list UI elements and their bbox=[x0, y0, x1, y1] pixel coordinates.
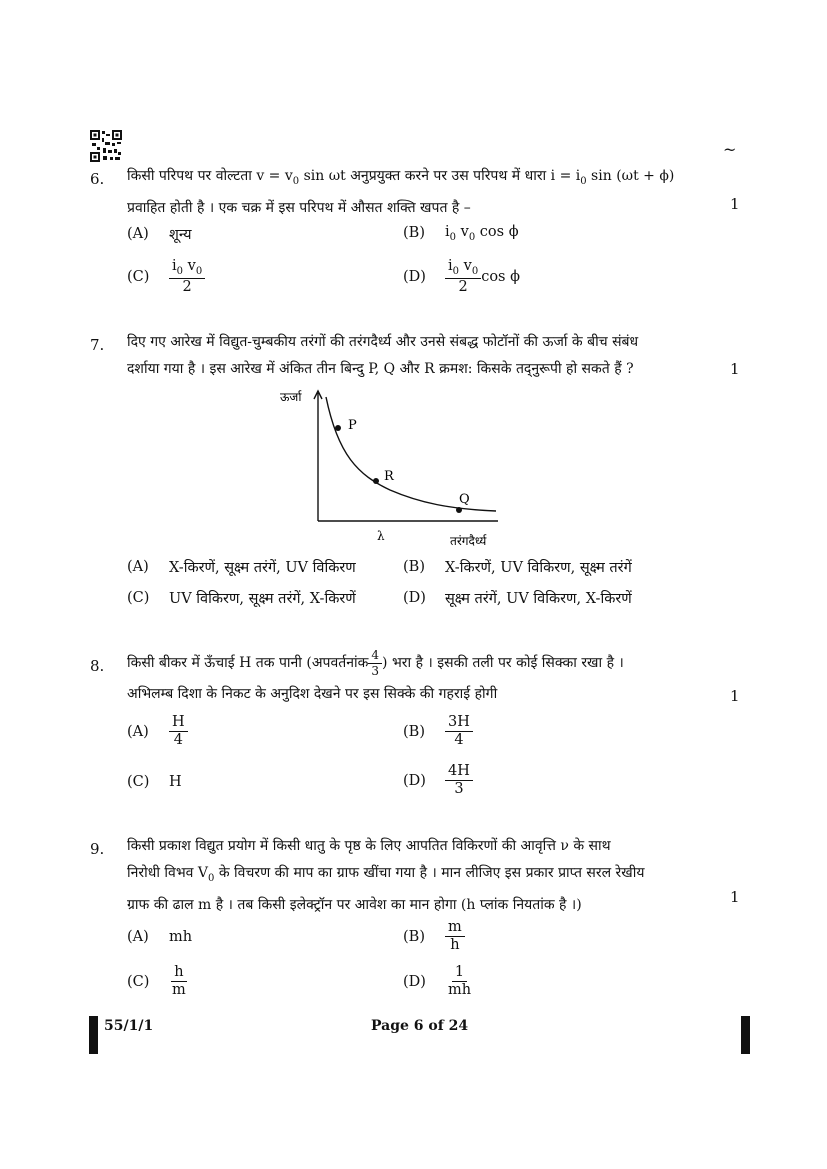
footer-left-bar bbox=[89, 1016, 98, 1054]
q8-option-a-fraction: $\frac{H}{4}$ bbox=[169, 715, 188, 748]
question-9-text bbox=[127, 833, 704, 919]
q9-option-b: (B) $\frac{m}{h}$ bbox=[403, 920, 465, 953]
q9-option-b-fraction: $\frac{m}{h}$ bbox=[445, 920, 465, 953]
question-9-line-2: निरोधी विभव $V_0$ के विचरण की माप का ग्राफ खींचा गया है । मान लीजिए इस प्रकार प्राप्त सरल रेखीय bbox=[127, 865, 645, 884]
lambda-symbol: λ bbox=[377, 529, 385, 543]
q6-option-a: (A) शून्य bbox=[127, 226, 192, 243]
question-9-marks: 1 bbox=[730, 888, 740, 906]
question-6-text bbox=[127, 163, 727, 222]
question-6-line-2: प्रवाहित होती है । एक चक्र में इस परिपथ में औसत शक्ति खपत है – bbox=[127, 199, 471, 216]
y-axis-label: ऊर्जा bbox=[280, 390, 302, 404]
point-r bbox=[373, 478, 379, 484]
header-tilde: ~ bbox=[723, 140, 737, 159]
question-7-marks: 1 bbox=[730, 360, 740, 378]
question-8-line-2: अभिलम्ब दिशा के निकट के अनुदिश देखने पर इस सिक्के की गहराई होगी bbox=[127, 686, 498, 702]
q8-option-c: (C) H bbox=[127, 774, 182, 790]
question-6-line-1: किसी परिपथ पर वोल्टता $v = v_0$ sin ωt अनुप्रयुक्त करने पर उस परिपथ में धारा $i = i_0$ sin (ωt + ϕ) bbox=[127, 168, 675, 187]
q6-option-c-fraction: $\frac{i_0 v_0}{2}$ bbox=[169, 259, 205, 296]
question-9-number: 9. bbox=[90, 840, 105, 858]
q7-option-b: (B) X-किरणें, UV विकिरण, सूक्ष्म तरंगें bbox=[403, 559, 632, 576]
question-9-line-3: ग्राफ की ढाल m है । तब किसी इलेक्ट्रॉन पर आवेश का मान होगा (h प्लांक नियतांक है ।) bbox=[127, 896, 582, 913]
q6-option-b: (B) $i_0$ $v_0$ cos ϕ bbox=[403, 224, 519, 243]
q7-option-a: (A) X-किरणें, सूक्ष्म तरंगें, UV विकिरण bbox=[127, 559, 356, 576]
question-8-line-1: किसी बीकर में ऊँचाई H तक पानी (अपवर्तनांक $\frac{4}{3}$ ) भरा है । इसकी तली पर कोई सिक्का रखा है । bbox=[127, 647, 624, 678]
q9-option-d: (D) $\frac{1}{mh}$ bbox=[403, 965, 474, 998]
paper-code: 55/1/1 bbox=[104, 1018, 154, 1034]
label-r: R bbox=[384, 469, 394, 484]
point-p bbox=[335, 425, 341, 431]
label-q: Q bbox=[459, 492, 470, 507]
question-7-line-1: दिए गए आरेख में विद्युत-चुम्बकीय तरंगों की तरंगदैर्ध्य और उनसे संबद्ध फोटॉनों की ऊर्जा के बीच संबंध bbox=[127, 334, 639, 350]
x-axis-label: तरंगदैर्ध्य bbox=[450, 534, 487, 548]
question-7-text bbox=[127, 329, 727, 383]
energy-wavelength-graph bbox=[270, 383, 530, 553]
q6-option-d-fraction: $\frac{i_0 v_0}{2}$ bbox=[445, 259, 481, 296]
question-9-line-1: किसी प्रकाश विद्युत प्रयोग में किसी धातु के पृष्ठ के लिए आपतित विकिरणों की आवृत्ति ν के साथ bbox=[127, 838, 611, 854]
q7-option-d: (D) सूक्ष्म तरंगें, UV विकिरण, X-किरणें bbox=[403, 590, 632, 607]
q7-option-c: (C) UV विकिरण, सूक्ष्म तरंगें, X-किरणें bbox=[127, 590, 356, 607]
refractive-index-fraction: $\frac{4}{3}$ bbox=[368, 649, 382, 677]
q8-option-b-fraction: $\frac{3H}{4}$ bbox=[445, 715, 473, 748]
energy-curve bbox=[326, 397, 496, 511]
question-8-number: 8. bbox=[90, 657, 105, 675]
q8-option-a: (A) $\frac{H}{4}$ bbox=[127, 715, 188, 748]
q9-option-c-fraction: $\frac{h}{m}$ bbox=[172, 964, 186, 999]
question-6-marks: 1 bbox=[730, 195, 740, 213]
q8-option-d-fraction: $\frac{4H}{3}$ bbox=[445, 764, 473, 797]
q8-option-d: (D) $\frac{4H}{3}$ bbox=[403, 764, 473, 797]
q9-option-a: (A) mh bbox=[127, 929, 193, 945]
qr-code bbox=[90, 130, 122, 162]
q6-option-d: (D) $\frac{i_0 v_0}{2}$ cos ϕ bbox=[403, 258, 520, 296]
question-6-number: 6. bbox=[90, 170, 105, 188]
question-8-marks: 1 bbox=[730, 687, 740, 705]
question-7-line-2: दर्शाया गया है । इस आरेख में अंकित तीन बिन्दु P, Q और R क्रमश: किसके तद्नुरूपी हो सकते हैं ? bbox=[127, 361, 634, 377]
q9-option-d-fraction: $\frac{1}{mh}$ bbox=[448, 964, 472, 999]
q8-option-b: (B) $\frac{3H}{4}$ bbox=[403, 715, 473, 748]
page-number: Page 6 of 24 bbox=[371, 1018, 469, 1034]
label-p: P bbox=[348, 418, 357, 433]
question-8-text bbox=[127, 645, 727, 708]
q9-option-c: (C) $\frac{h}{m}$ bbox=[127, 965, 189, 998]
q6-option-c: (C) $\frac{i_0 v_0}{2}$ bbox=[127, 259, 205, 296]
footer-right-bar bbox=[741, 1016, 750, 1054]
question-7-number: 7. bbox=[90, 336, 105, 354]
point-q bbox=[456, 507, 462, 513]
